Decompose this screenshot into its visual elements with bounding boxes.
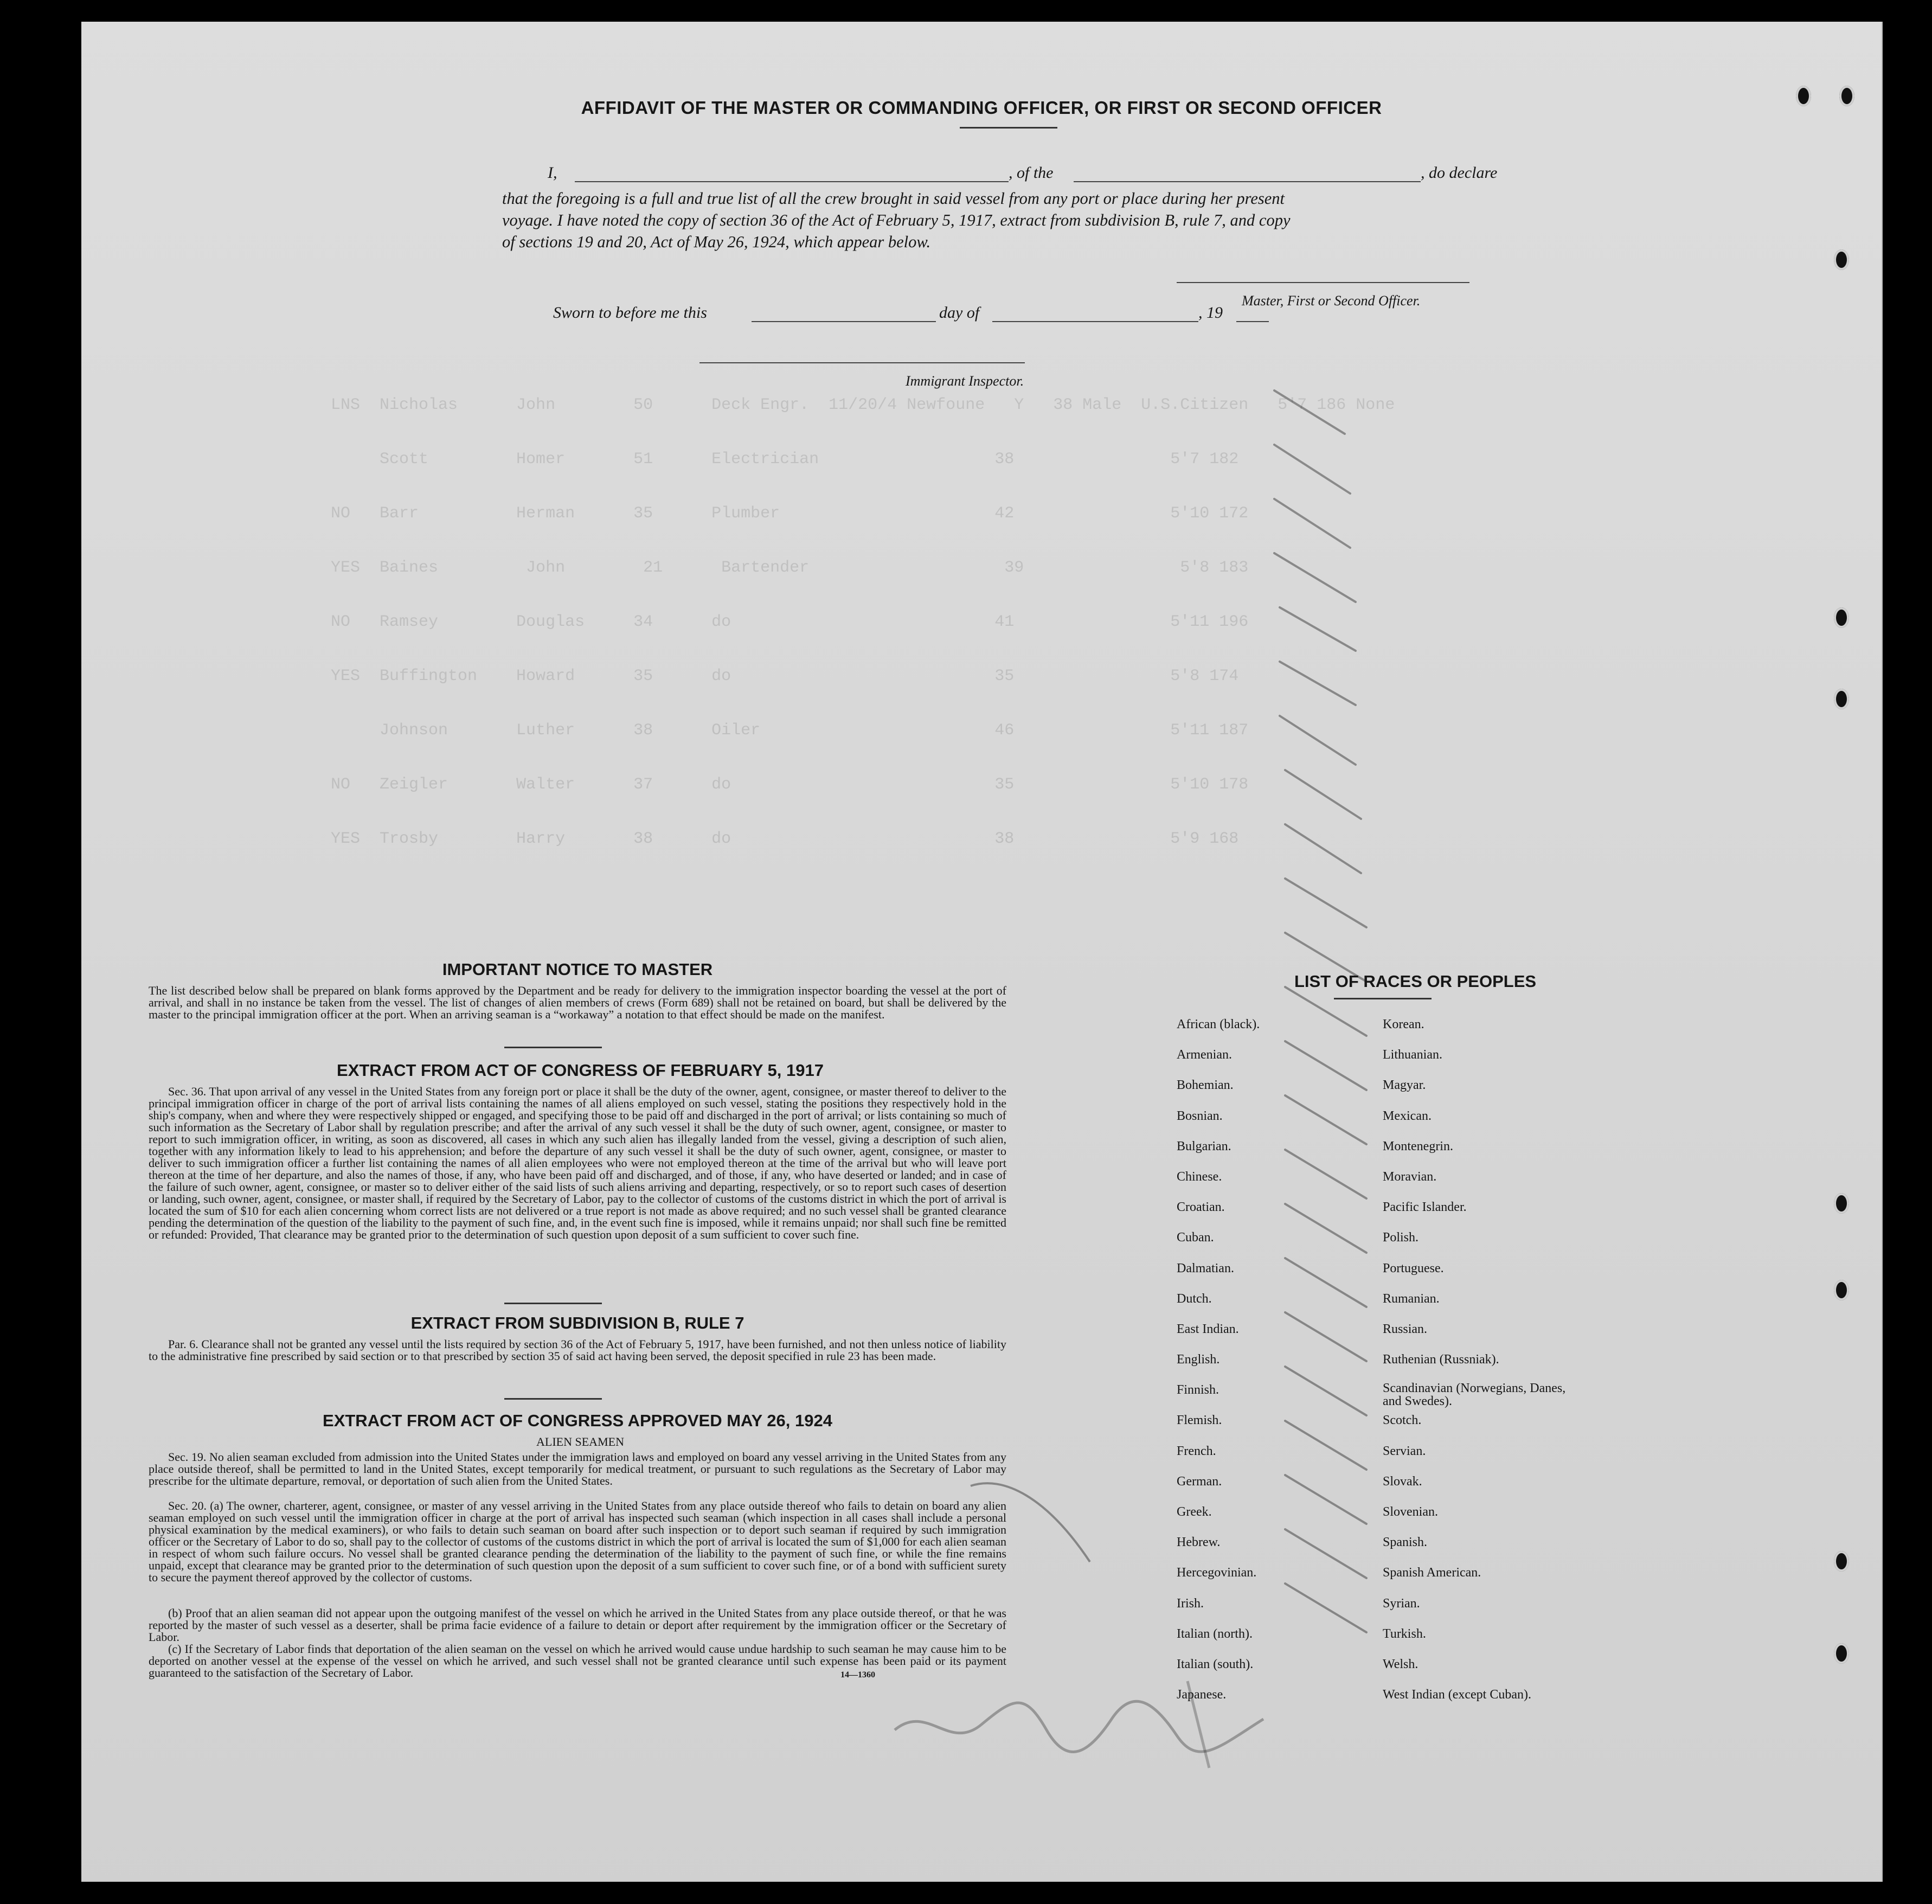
race-item: East Indian. bbox=[1177, 1322, 1239, 1336]
race-item: Finnish. bbox=[1177, 1383, 1219, 1397]
extract-1917-text: Sec. 36. That upon arrival of any vessel in the United States from any foreign port or place it shall be the duty of the owner, agent, consignee, or master thereof to deliver to the principal immigration officer in charge of the port of arrival lists containing the names of all aliens employed on such vessel, stating the positions they respectively hold in the ship's company, when and where they were respectively shipped or engaged, and specifying those to be paid off and discharged in the port of arrival; or lists containing so much of such information as the Secretary of Labor shall by regulation prescribe; and after the arrival of any such vessel it shall be the duty of such owner, agent, consignee, or master to report to such immigration officer, in writing, as soon as discovered, all cases in which any such alien has illegally landed from the vessel, giving a description of such alien, together with any information likely to lead to his apprehension; and before the departure of any such vessel it shall be the duty of such owner, agent, consignee, or master to deliver to such immigration officer a further list containing the names of all alien employees who were not employed thereon at the time of the arrival but who will leave port thereon at the time of her departure, and also the names of those, if any, who have been paid off and discharged, and of those, if any, who have deserted or landed; and in case of the failure of such owner, agent, consignee, or master so to deliver either of the said lists of such aliens arriving and departing, respectively, or so to report such cases of desertion or landing, such owner, agent, consignee, or master shall, if required by the Secretary of Labor, pay to the collector of customs of the customs district in which the port of arrival is located the sum of $10 for each alien concerning whom correct lists are not delivered or a true report is not made as above required; and no such vessel shall be granted clearance pending the determination of the question of the liability to the payment of such fine, and, in the event such fine is imposed, while it remains unpaid; nor shall such fine be remitted or refunded: Provided, That clearance may be granted prior to the determination of such question upon deposit of a sum sufficient to cover such fine. bbox=[149, 1085, 1006, 1241]
title-rule bbox=[960, 127, 1057, 129]
punch-hole bbox=[1834, 1643, 1849, 1664]
form-number: 14—1360 bbox=[840, 1670, 875, 1679]
punch-hole bbox=[1834, 689, 1849, 709]
race-item: Magyar. bbox=[1383, 1078, 1426, 1093]
race-item: Hercegovinian. bbox=[1177, 1566, 1257, 1580]
race-item: Bohemian. bbox=[1177, 1078, 1234, 1093]
race-item: Rumanian. bbox=[1383, 1291, 1440, 1306]
affidavit-title: AFFIDAVIT OF THE MASTER OR COMMANDING OFFICER, OR FIRST OR SECOND OFFICER bbox=[581, 98, 1382, 118]
race-item: Lithuanian. bbox=[1383, 1048, 1442, 1062]
section-rule bbox=[504, 1398, 602, 1400]
extract-rule7-title: EXTRACT FROM SUBDIVISION B, RULE 7 bbox=[410, 1313, 744, 1332]
race-item: African (black). bbox=[1177, 1017, 1260, 1031]
race-item: Scotch. bbox=[1383, 1413, 1422, 1428]
race-item: French. bbox=[1177, 1444, 1216, 1458]
affidavit-declare-label: , do declare bbox=[1421, 164, 1498, 182]
affidavit-i-label: I, bbox=[548, 164, 557, 182]
race-item: Turkish. bbox=[1383, 1626, 1426, 1641]
race-item: Slovenian. bbox=[1383, 1505, 1438, 1519]
races-title: LIST OF RACES OR PEOPLES bbox=[1294, 972, 1537, 991]
sworn-label: Sworn to before me this bbox=[553, 304, 707, 322]
race-item: Dutch. bbox=[1177, 1291, 1212, 1306]
extract-1924-title: EXTRACT FROM ACT OF CONGRESS APPROVED MAY 26, 1924 bbox=[323, 1411, 832, 1430]
race-item: West Indian (except Cuban). bbox=[1383, 1688, 1531, 1702]
race-item: Bosnian. bbox=[1177, 1108, 1223, 1123]
month-field[interactable] bbox=[992, 321, 1198, 322]
bleed-through-text: YES Baines John 21 Bartender 39 5'8 183 bbox=[331, 559, 1249, 577]
punch-hole bbox=[1834, 1280, 1849, 1300]
race-item: Syrian. bbox=[1383, 1596, 1420, 1611]
affidavit-name-field[interactable] bbox=[575, 181, 1009, 182]
day-of-label: day of bbox=[939, 304, 980, 322]
race-item: Irish. bbox=[1177, 1596, 1204, 1611]
race-item: Croatian. bbox=[1177, 1200, 1225, 1215]
section-rule bbox=[504, 1047, 602, 1048]
sec19-text: Sec. 19. No alien seaman excluded from admission into the United States under the immigration laws and employed on board any vessel arriving in the United States from any place outside thereof, shall be permitted to land in the United States, except temporarily for medical treatment, or pursuant to such regulations as the Secretary of Labor may prescribe for the ultimate departure, removal, or deportation of such alien from the United States. bbox=[149, 1450, 1006, 1488]
inspector-caption: Immigrant Inspector. bbox=[906, 373, 1024, 389]
race-item: English. bbox=[1177, 1352, 1220, 1367]
year-field[interactable] bbox=[1236, 321, 1269, 322]
bleed-through-text: YES Trosby Harry 38 do 38 5'9 168 bbox=[331, 830, 1239, 848]
race-item: Pacific Islander. bbox=[1383, 1200, 1467, 1215]
race-item: Cuban. bbox=[1177, 1230, 1214, 1245]
races-left-column bbox=[1177, 1016, 1260, 1717]
race-item: Mexican. bbox=[1383, 1108, 1432, 1123]
affidavit-text-line: that the foregoing is a full and true list of all the crew brought in said vessel from any port or place during her present bbox=[502, 189, 1285, 208]
bleed-through-text: NO Ramsey Douglas 34 do 41 5'11 196 bbox=[331, 613, 1249, 631]
race-item: Scandinavian (Norwegians, Danes, and Swedes). bbox=[1383, 1381, 1566, 1409]
sec20c-text: (c) If the Secretary of Labor finds that deportation of the alien seaman on the vessel on which he arrived would cause undue hardship to such seaman he may cause him to be deported on another vessel at the expense of the vessel on which he arrived, and such vessel shall not be granted clearance until such expense has been paid or its payment guaranteed to the satisfaction of the Secretary of Labor. bbox=[149, 1642, 1006, 1679]
master-signature-field[interactable] bbox=[1177, 282, 1469, 283]
race-item: Ruthenian (Russniak). bbox=[1383, 1352, 1499, 1367]
bleed-through-text: NO Barr Herman 35 Plumber 42 5'10 172 bbox=[331, 504, 1249, 523]
race-item: Dalmatian. bbox=[1177, 1261, 1234, 1275]
race-item: Italian (north). bbox=[1177, 1626, 1253, 1641]
race-item: German. bbox=[1177, 1474, 1222, 1489]
race-item: Polish. bbox=[1383, 1230, 1419, 1245]
race-item: Portuguese. bbox=[1383, 1261, 1444, 1275]
alien-seamen-subtitle: ALIEN SEAMEN bbox=[536, 1435, 624, 1448]
affidavit-text-line: of sections 19 and 20, Act of May 26, 1924, which appear below. bbox=[502, 233, 931, 251]
punch-hole bbox=[1834, 607, 1849, 628]
bleed-through-text: LNS Nicholas John 50 Deck Engr. 11/20/4 Newfoune Y 38 Male U.S.Citizen 5'7 186 None bbox=[331, 396, 1395, 414]
bleed-through-text: YES Buffington Howard 35 do 35 5'8 174 bbox=[331, 667, 1239, 685]
extract-1917-title: EXTRACT FROM ACT OF CONGRESS OF FEBRUARY 5, 1917 bbox=[337, 1061, 824, 1080]
notice-title: IMPORTANT NOTICE TO MASTER bbox=[442, 960, 713, 979]
races-right-column bbox=[1383, 1016, 1567, 1717]
punch-hole bbox=[1834, 1193, 1849, 1214]
sec20b-text: (b) Proof that an alien seaman did not appear upon the outgoing manifest of the vessel on which he arrived in the United States from any place outside thereof, or that he was reported by the master of such vessel as a deserter, shall be prima facie evidence of a failure to detain or deport after requirement by the immigration officer or the Secretary of Labor. bbox=[149, 1606, 1006, 1644]
race-item: Japanese. bbox=[1177, 1688, 1227, 1702]
race-item: Welsh. bbox=[1383, 1657, 1418, 1671]
race-item: Russian. bbox=[1383, 1322, 1428, 1336]
extract-rule7-text: Par. 6. Clearance shall not be granted any vessel until the lists required by section 36 of the Act of February 5, 1917, have been furnished, and not then unless notice of liability to the administrative fine prescribed by said section or to that prescribed by section 35 of said act having been served, the deposit specified in rule 23 has been made. bbox=[149, 1337, 1006, 1363]
race-item: Armenian. bbox=[1177, 1048, 1232, 1062]
sec20a-text: Sec. 20. (a) The owner, charterer, agent, consignee, or master of any vessel arriving in the United States from any place outside thereof who fails to detain on board any alien seaman employed on such vessel until the immigration officer in charge at the port of arrival has inspected such seaman (which inspection in all cases shall include a personal physical examination by the medical examiners), or who fails to detain such seaman on board after such inspection or to deport such seaman if required by such immigration officer or the Secretary of Labor to do so, shall pay to the collector of customs of the customs district in which the port of arrival is located the sum of $1,000 for each alien seaman in respect of whom such failure occurs. No vessel shall be granted clearance pending the determination of the liability to the payment of such fine, or while the fine remains unpaid, except that clearance may be granted prior to the determination of such question upon the deposit of a sum sufficient to cover such fine, or of a bond with sufficient surety to secure the payment thereof approved by the collector of customs. bbox=[149, 1499, 1006, 1584]
affidavit-of-the-label: , of the bbox=[1009, 164, 1054, 182]
bleed-through-text: Scott Homer 51 Electrician 38 5'7 182 bbox=[331, 450, 1239, 469]
race-item: Montenegrin. bbox=[1383, 1139, 1453, 1153]
race-item: Korean. bbox=[1383, 1017, 1424, 1031]
master-signature-caption: Master, First or Second Officer. bbox=[1242, 293, 1421, 309]
bleed-through-text: Johnson Luther 38 Oiler 46 5'11 187 bbox=[331, 721, 1249, 740]
race-item: Italian (south). bbox=[1177, 1657, 1254, 1671]
bleed-through-text: NO Zeigler Walter 37 do 35 5'10 178 bbox=[331, 775, 1249, 794]
document-page bbox=[81, 22, 1883, 1882]
inspector-signature-field[interactable] bbox=[699, 362, 1025, 363]
punch-hole bbox=[1834, 249, 1849, 270]
affidavit-text-line: voyage. I have noted the copy of section 36 of the Act of February 5, 1917, extract from subdivision B, rule 7, and copy bbox=[502, 211, 1291, 229]
affidavit-vessel-field[interactable] bbox=[1074, 181, 1421, 182]
race-item: Spanish American. bbox=[1383, 1566, 1481, 1580]
races-rule bbox=[1334, 998, 1432, 999]
race-item: Greek. bbox=[1177, 1505, 1212, 1519]
race-item: Servian. bbox=[1383, 1444, 1426, 1458]
race-item: Spanish. bbox=[1383, 1535, 1428, 1550]
sworn-date-field[interactable] bbox=[752, 321, 936, 322]
punch-hole bbox=[1834, 1551, 1849, 1572]
race-item: Slovak. bbox=[1383, 1474, 1422, 1489]
race-item: Bulgarian. bbox=[1177, 1139, 1231, 1153]
race-item: Chinese. bbox=[1177, 1169, 1222, 1184]
race-item: Moravian. bbox=[1383, 1169, 1437, 1184]
notice-text: The list described below shall be prepared on blank forms approved by the Department and be ready for delivery to the immigration inspector boarding the vessel at the port of arrival, and shall in no instance be taken from the vessel. The list of changes of alien members of crews (Form 689) shall not be retained on board, but shall be delivered by the master to the principal immigration officer at the port. When an arriving seaman is a “workaway” a notation to that effect should be made on the manifest. bbox=[149, 984, 1006, 1021]
race-item: Flemish. bbox=[1177, 1413, 1222, 1428]
year-label: , 19 bbox=[1198, 304, 1223, 322]
section-rule bbox=[504, 1303, 602, 1304]
race-item: Hebrew. bbox=[1177, 1535, 1221, 1550]
